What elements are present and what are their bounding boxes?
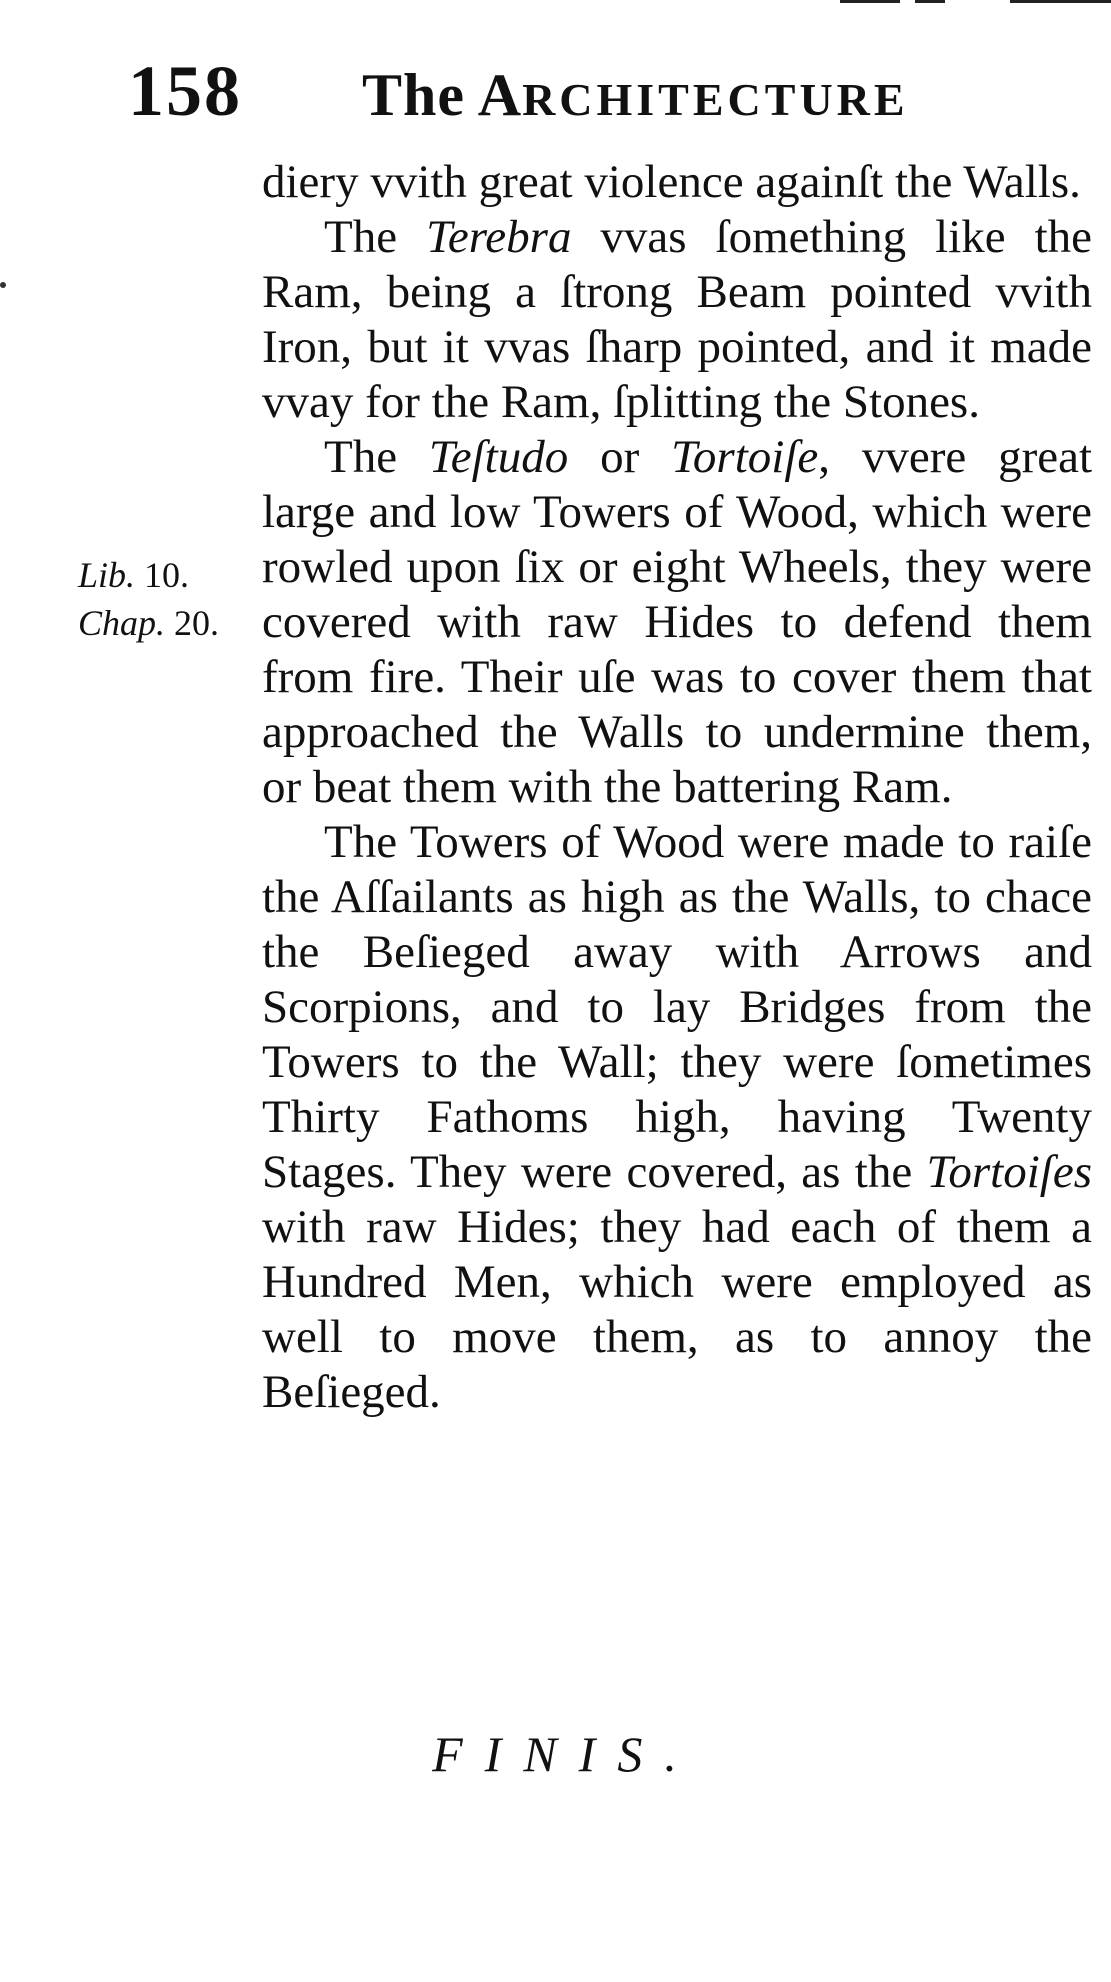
paragraph-terebra [262, 210, 1092, 430]
term-tortoises: Tortoiſes [926, 1146, 1092, 1198]
term-testudo: Teſtudo [428, 431, 569, 483]
margin-note-chap-number: 20. [165, 603, 220, 643]
paragraph-towers [262, 815, 1092, 1420]
term-terebra: Terebra [426, 211, 572, 263]
margin-note-line-2 [78, 599, 219, 647]
running-header [128, 50, 1028, 140]
page-number: 158 [128, 51, 242, 131]
p3-lead: The [324, 431, 429, 483]
top-edge-marks [0, 0, 1111, 8]
margin-note-lib-number: 10. [135, 555, 190, 595]
margin-note-chap: Chap. [78, 603, 166, 643]
running-title-lead: The [362, 62, 478, 128]
p4-text-a: The Towers of Wood were made to raiſe the Aſſailants as high as the Walls, to chace the Beſieged away with Arrows and Scorpions, and to lay Bridges from the Towers to the Wall; they were ſometimes Thirty Fathoms high, having Twenty Stages. They were covered, as the [262, 816, 1092, 1198]
p4-text-b: with raw Hides; they had each of them a Hundred Men, which were employed as well to move them, as to annoy the Beſieged. [262, 1201, 1092, 1418]
p2-text: vvas ſomething like the Ram, being a ſtrong Beam pointed vvith Iron, but it vvas ſharp pointed, and it made vvay for the Ram, ſplitting the Stones. [262, 211, 1093, 428]
term-tortoise: Tortoiſe [671, 431, 819, 483]
paragraph-testudo [262, 430, 1092, 815]
finis-colophon: FINIS. [432, 1726, 699, 1782]
margin-note-line-1 [78, 551, 219, 599]
p2-lead: The [324, 211, 427, 263]
running-title-rest: RCHITECTURE [522, 74, 909, 125]
margin-speck [0, 282, 6, 288]
p3-text: , vvere great large and low Towers of Wood, which were rowled upon ſix or eight Wheels, they were covered with raw Hides to defend them from fire. Their uſe was to cover them that approached the Walls to undermine them, or beat them with the battering Ram. [262, 431, 1092, 813]
p3-or: or [568, 431, 672, 483]
running-title [362, 61, 909, 130]
paragraph-continuation: diery vvith great violence againſt the Walls. [262, 156, 1081, 208]
running-title-initial: A [477, 62, 523, 128]
margin-note-lib: Lib. [78, 555, 136, 595]
main-text [262, 155, 1092, 1420]
marginal-reference [78, 551, 219, 647]
